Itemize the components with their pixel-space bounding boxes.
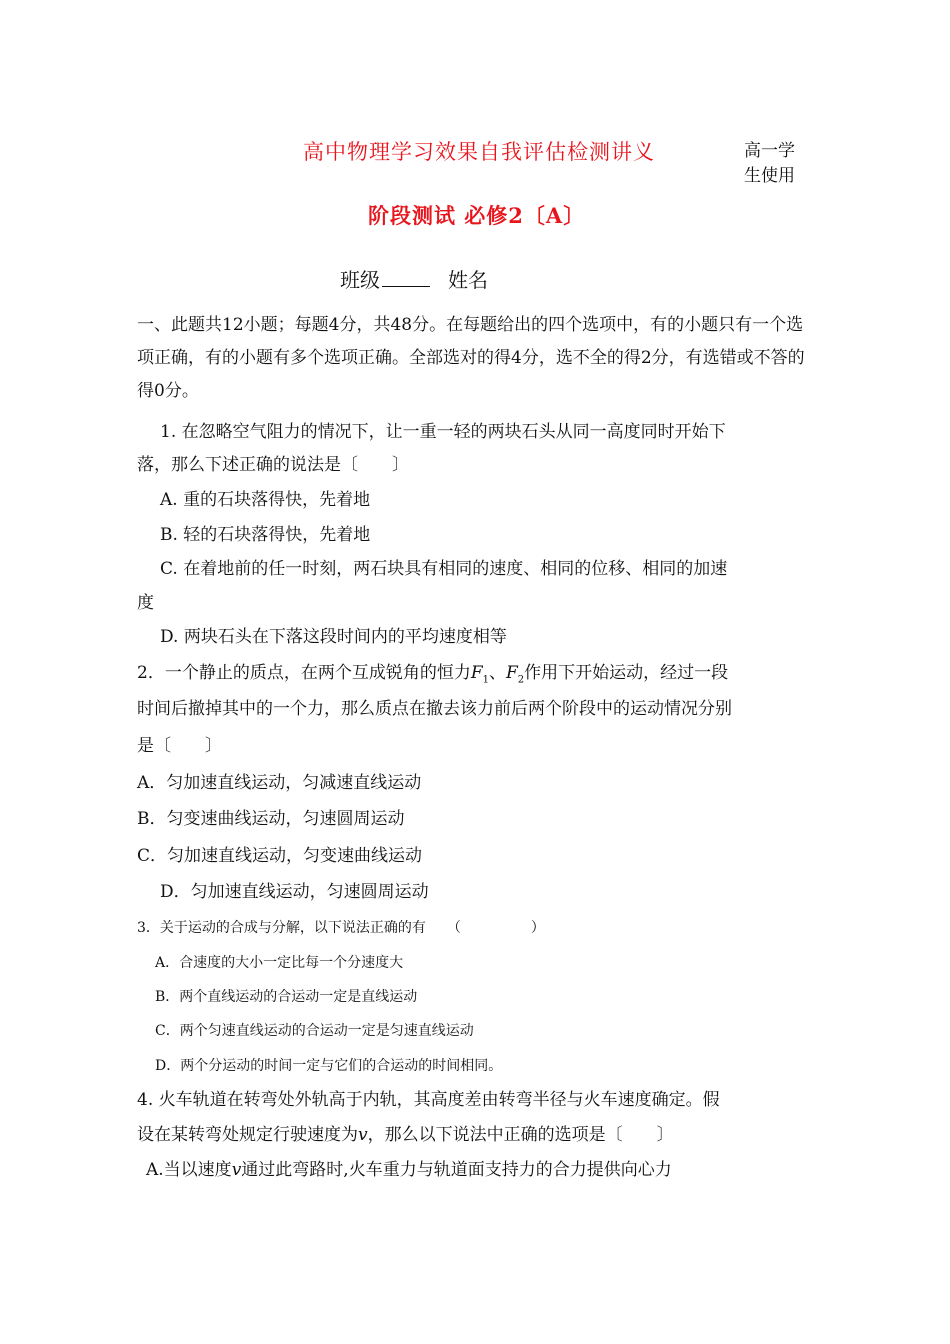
q4-speed-v: v — [358, 1125, 368, 1145]
q2-stem-a: 2．一个静止的质点，在两个互成锐角的恒力 — [137, 663, 471, 683]
class-label: 班级 — [340, 268, 380, 292]
q1-stem-line1: 1. 在忽略空气阻力的情况下，让一重一轻的两块石头从同一高度同时开始下 — [160, 422, 726, 442]
q2-force-f1: F — [470, 663, 483, 683]
q2-sep: 、 — [489, 663, 506, 683]
q2-option-c: C．匀加速直线运动，匀变速曲线运动 — [137, 846, 423, 866]
q4-stem-2a: 设在某转弯处规定行驶速度为 — [137, 1125, 358, 1145]
test-subtitle: 阶段测试 必修2〔A〕 — [368, 203, 586, 228]
q3-option-d: D．两个分运动的时间一定与它们的合运动的时间相同。 — [155, 1058, 503, 1074]
class-name-line — [340, 264, 488, 293]
q1-option-c-line1: C. 在着地前的任一时刻，两石块具有相同的速度、相同的位移、相同的加速 — [160, 559, 728, 579]
q3-option-b: B．两个直线运动的合运动一定是直线运动 — [155, 989, 418, 1005]
q4-option-a — [146, 1155, 672, 1180]
q1-option-b: B. 轻的石块落得快，先着地 — [160, 525, 371, 545]
q1-option-d: D. 两块石头在下落这段时间内的平均速度相等 — [160, 627, 507, 647]
q2-stem-line3: 是〔 〕 — [137, 736, 222, 756]
q2-force-f1-sub: 1 — [482, 674, 489, 686]
q1-stem-line2: 落，那么下述正确的说法是〔 〕 — [137, 455, 409, 475]
audience-note: 高一学生使用 — [744, 141, 795, 186]
q3-option-a: A．合速度的大小一定比每一个分速度大 — [155, 955, 404, 971]
q2-force-f2: F — [506, 663, 518, 683]
q4-option-a-part2: 通过此弯路时,火车重力与轨道面支持力的合力提供向心力 — [241, 1160, 672, 1180]
q2-stem-b: 作用下开始运动，经过一段 — [524, 663, 729, 683]
document-title: 高中物理学习效果自我评估检测讲义 — [303, 140, 655, 164]
q1-option-c-line2: 度 — [137, 593, 154, 613]
section-instructions: 一、此题共12小题；每题4分，共48分。在每题给出的四个选项中，有的小题只有一个选项正确，有的小题有多个选项正确。全部选对的得4分，选不全的得2分，有选错或不答的得0分。 — [137, 315, 805, 401]
q3-stem: 3．关于运动的合成与分解，以下说法正确的有 （ ） — [137, 920, 545, 936]
q4-stem-line2 — [137, 1120, 674, 1145]
q2-option-d: D．匀加速直线运动，匀速圆周运动 — [160, 882, 429, 902]
q1-option-a: A. 重的石块落得快，先着地 — [160, 490, 371, 510]
class-blank[interactable] — [382, 268, 430, 287]
q2-stem-line2: 时间后撤掉其中的一个力，那么质点在撤去该力前后两个阶段中的运动情况分别 — [137, 699, 732, 719]
q2-force-f2-sub: 2 — [517, 674, 525, 686]
q3-option-c: C．两个匀速直线运动的合运动一定是匀速直线运动 — [155, 1023, 474, 1039]
name-label: 姓名 — [448, 268, 488, 292]
q2-option-a: A．匀加速直线运动，匀减速直线运动 — [137, 773, 422, 793]
q2-stem-line1 — [137, 658, 728, 685]
q4-stem-line1: 4. 火车轨道在转弯处外轨高于内轨，其高度差由转弯半径与火车速度确定。假 — [137, 1090, 720, 1110]
q4-option-a-part1: A.当以速度 — [146, 1160, 232, 1180]
q2-option-b: B．匀变速曲线运动，匀速圆周运动 — [137, 809, 405, 829]
q4-option-a-v: v — [231, 1160, 242, 1180]
q4-stem-2b: ，那么以下说法中正确的选项是〔 〕 — [367, 1125, 674, 1145]
